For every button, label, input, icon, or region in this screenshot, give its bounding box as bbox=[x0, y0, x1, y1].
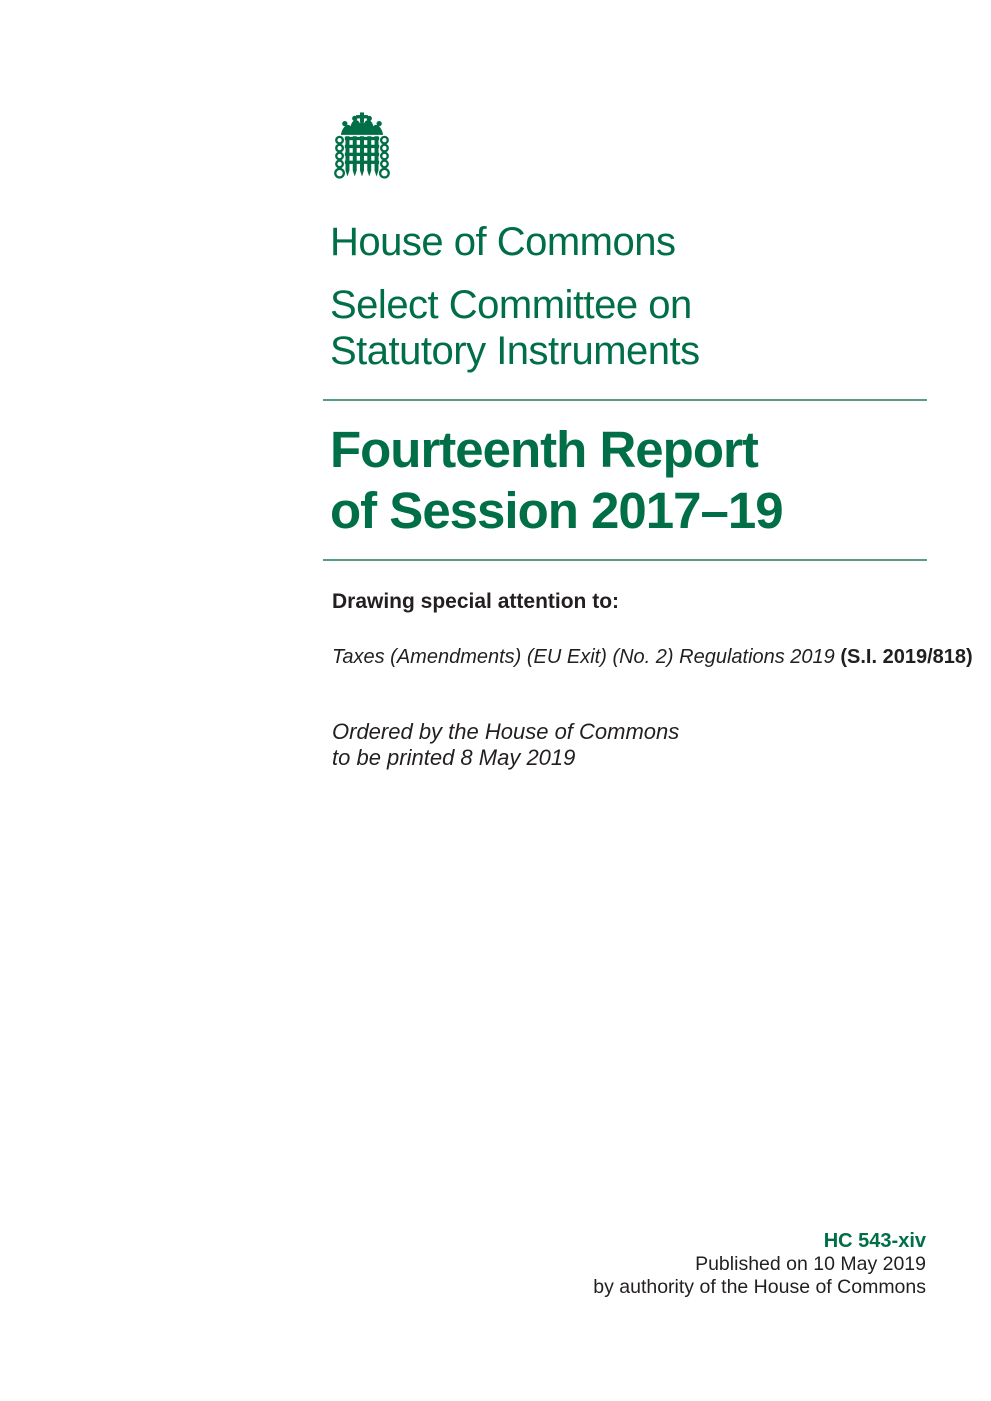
committee-title-line2: Statutory Instruments bbox=[330, 329, 700, 373]
divider-rule-top bbox=[323, 399, 927, 401]
report-title-line1: Fourteenth Report bbox=[330, 421, 758, 478]
divider-rule-bottom bbox=[323, 559, 927, 561]
committee-title-line1: Select Committee on bbox=[330, 283, 692, 327]
authority-line: by authority of the House of Commons bbox=[593, 1276, 926, 1298]
instrument-si-reference: (S.I. 2019/818) bbox=[834, 646, 973, 668]
committee-title bbox=[330, 282, 700, 374]
statutory-instrument-line bbox=[332, 645, 973, 669]
report-title bbox=[330, 419, 783, 541]
published-date: Published on 10 May 2019 bbox=[695, 1253, 926, 1275]
attention-heading: Drawing special attention to: bbox=[332, 590, 620, 613]
publication-footer bbox=[593, 1230, 926, 1299]
order-line2: to be printed 8 May 2019 bbox=[332, 745, 576, 770]
instrument-name: Taxes (Amendments) (EU Exit) (No. 2) Regulations 2019 bbox=[332, 646, 835, 668]
order-to-print-block bbox=[332, 719, 679, 771]
hc-paper-number: HC 543-xiv bbox=[823, 1230, 926, 1252]
organisation-title: House of Commons bbox=[330, 220, 676, 264]
order-line1: Ordered by the House of Commons bbox=[332, 719, 680, 744]
portcullis-crown-icon bbox=[329, 110, 395, 202]
report-title-line2: of Session 2017–19 bbox=[330, 482, 783, 539]
